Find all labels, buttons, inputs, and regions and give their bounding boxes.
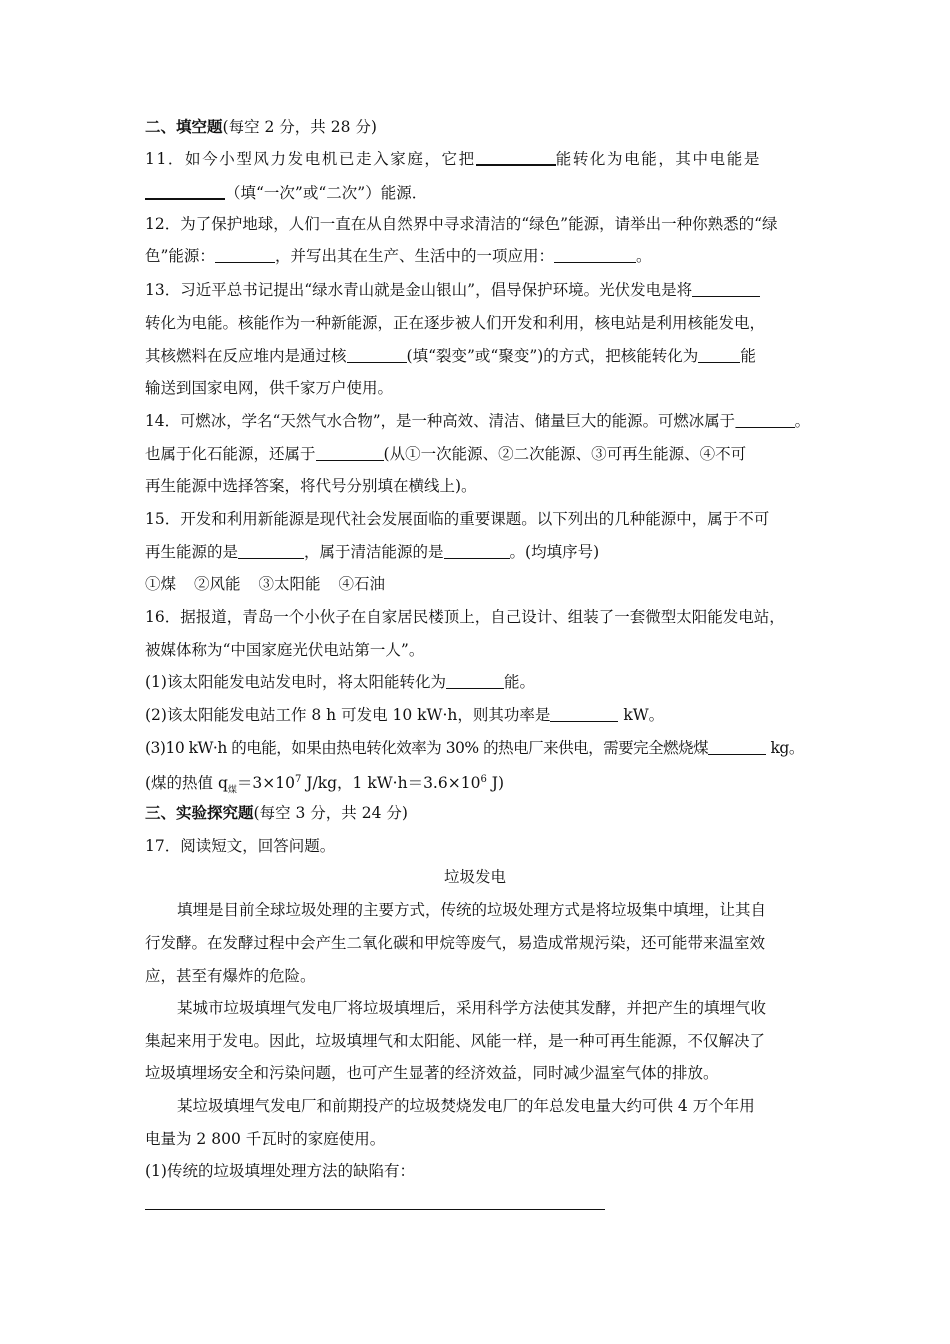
q16-text: 被媒体称为“中国家庭光伏电站第一人”。: [145, 641, 425, 659]
section-2-score: (每空 2 分，共 28 分): [222, 118, 377, 136]
q14-line-3: [145, 476, 477, 496]
q14-text: 也属于化石能源，还属于: [145, 445, 316, 463]
article-text: 填埋是目前全球垃圾处理的主要方式，传统的垃圾处理方式是将垃圾集中填埋，让其自: [177, 901, 767, 919]
q15-option: ④石油: [338, 575, 386, 593]
q15-text: ，属于清洁能源的是: [304, 543, 444, 561]
q17-text: 17．阅读短文，回答问题。: [145, 837, 336, 855]
article-p2-line-1: [177, 998, 766, 1018]
q16-text: (煤的热值 q: [145, 774, 228, 793]
q12-text: 12．为了保护地球，人们一直在从自然界中寻求清洁的“绿色”能源，请举出一种你熟悉的“绿: [145, 215, 778, 233]
q13-blank-2[interactable]: [347, 347, 407, 363]
q14-blank-1[interactable]: [735, 412, 795, 428]
article-p1-line-2: [145, 933, 765, 953]
article-text: 行发酵。在发酵过程中会产生二氧化碳和甲烷等废气，易造成常规污染，还可能带来温室效: [145, 934, 766, 952]
q16-exponent: 7: [295, 774, 302, 785]
article-p1-line-1: [177, 900, 766, 920]
q15-text: 。(均填序号): [509, 543, 600, 561]
q15-text: 再生能源的是: [145, 543, 239, 561]
q11-blank-2[interactable]: [145, 183, 225, 200]
q16-exponent: 6: [480, 774, 487, 785]
q16-text: (2)该太阳能发电站工作 8 h 可发电 10 kW·h，则其功率是: [145, 706, 551, 724]
article-p1-line-3: [145, 966, 316, 986]
q15-text: 15．开发和利用新能源是现代社会发展面临的重要课题。以下列出的几种能源中，属于不可: [145, 510, 770, 528]
q13-text: (填“裂变”或“聚变”)的方式，把核能转化为: [406, 347, 699, 365]
q13-text: 13．习近平总书记提出“绿水青山就是金山银山”，倡导保护环境。光伏发电是将: [145, 281, 693, 299]
q16-line-2: [145, 640, 424, 660]
article-p3-line-2: [145, 1129, 385, 1149]
q16-sub-3: [145, 738, 804, 758]
q14-text: 14．可燃冰，学名“天然气水合物”，是一种高效、清洁、储量巨大的能源。可燃冰属于: [145, 412, 736, 430]
q16-blank-3[interactable]: [708, 739, 766, 755]
q11-text: 能转化为电能，其中电能是: [555, 150, 761, 168]
q13-blank-1[interactable]: [692, 281, 760, 297]
q11-line-2: [145, 183, 427, 203]
q13-text: 其核燃料在反应堆内是通过核: [145, 347, 347, 365]
q12-blank-1[interactable]: [215, 247, 275, 263]
q12-blank-2[interactable]: [554, 247, 636, 263]
q14-blank-2[interactable]: [316, 445, 384, 461]
article-p3-line-1: [177, 1096, 755, 1116]
q16-blank-2[interactable]: [550, 706, 618, 722]
article-text: 垃圾填埋场安全和污染问题，也可产生显著的经济效益，同时减少温室气体的排放。: [145, 1064, 719, 1082]
q16-text: J): [486, 774, 505, 793]
q16-text: J/kg，1 kW·h＝3.6×10: [301, 774, 481, 793]
article-text: 电量为 2 800 千瓦时的家庭使用。: [145, 1130, 386, 1148]
q15-blank-1[interactable]: [238, 543, 304, 559]
q14-line-1: [145, 411, 810, 431]
q15-line-1: [145, 509, 769, 529]
q16-text: kW。: [618, 706, 665, 724]
q15-blank-2[interactable]: [444, 543, 510, 559]
q16-text: kg。: [766, 739, 804, 757]
q17-intro: [145, 836, 335, 856]
q16-text: (3)10 kW·h 的电能，如果由热电转化效率为 30% 的热电厂来供电，需要完全燃烧煤: [145, 739, 709, 757]
q17-sub-1: [145, 1161, 415, 1181]
q13-line-4: [145, 378, 393, 398]
q17-answer-line[interactable]: [145, 1209, 605, 1210]
q11-blank-1[interactable]: [476, 149, 556, 166]
q16-text: (1)该太阳能发电站发电时，将太阳能转化为: [145, 673, 446, 691]
q16-text: ＝3×10: [236, 774, 295, 793]
q13-text: 转化为电能。核能作为一种新能源，正在逐步被人们开发和利用，核电站是利用核能发电，: [145, 314, 766, 332]
q12-text: 。: [635, 247, 652, 265]
q13-text: 输送到国家电网，供千家万户使用。: [145, 379, 394, 397]
q14-line-2: [145, 444, 746, 464]
article-title: 垃圾发电: [443, 868, 506, 886]
q15-line-2: [145, 542, 599, 562]
section-3-heading: [145, 803, 408, 823]
q11-line-1: [145, 149, 761, 169]
q12-text: 色”能源：: [145, 247, 215, 265]
q16-text: 能。: [503, 673, 535, 691]
q14-text: 再生能源中选择答案，将代号分别填在横线上)。: [145, 477, 477, 495]
q14-text: 。: [794, 412, 811, 430]
q16-text: 16．据报道，青岛一个小伙子在自家居民楼顶上，自己设计、组装了一套微型太阳能发电站，: [145, 608, 785, 626]
q16-note: [145, 770, 505, 796]
q11-text: （填“一次”或“二次”）能源．: [225, 184, 428, 202]
article-text: 某城市垃圾填埋气发电厂将垃圾填埋后，采用科学方法使其发酵，并把产生的填埋气收: [177, 999, 767, 1017]
q17-text: (1)传统的垃圾填埋处理方法的缺陷有：: [145, 1162, 415, 1180]
article-text: 集起来用于发电。因此，垃圾填埋气和太阳能、风能一样，是一种可再生能源，不仅解决了: [145, 1032, 766, 1050]
article-text: 应，甚至有爆炸的危险。: [145, 967, 316, 985]
q16-sub-2: [145, 705, 664, 725]
article-p2-line-3: [145, 1063, 719, 1083]
article-p2-line-2: [145, 1031, 765, 1051]
q13-text: 能: [740, 347, 756, 365]
section-3-title: 三、实验探究题: [145, 803, 254, 822]
q13-line-3: [145, 346, 756, 366]
q15-option: ②风能: [194, 575, 241, 593]
q13-line-2: [145, 313, 765, 333]
q12-text: ，并写出其在生产、生活中的一项应用：: [274, 247, 554, 265]
q15-options: [145, 574, 385, 594]
section-2-title: 二、填空题: [145, 117, 223, 136]
q16-blank-1[interactable]: [446, 673, 504, 689]
section-3-score: (每空 3 分，共 24 分): [253, 804, 408, 822]
q16-sub-1: [145, 672, 535, 692]
section-2-heading: [145, 117, 377, 137]
q16-line-1: [145, 607, 785, 627]
q12-line-1: [145, 214, 778, 234]
q15-option: ①煤: [145, 575, 177, 593]
q16-subscript: 煤: [227, 785, 237, 796]
q12-line-2: [145, 246, 651, 266]
q15-option: ③太阳能: [258, 575, 321, 593]
q11-text: 11．如今小型风力发电机已走入家庭，它把: [145, 150, 476, 168]
q13-line-1: [145, 280, 760, 300]
q13-blank-3[interactable]: [698, 347, 740, 363]
article-text: 某垃圾填埋气发电厂和前期投产的垃圾焚烧发电厂的年总发电量大约可供 4 万个年用: [177, 1097, 755, 1115]
q14-text: (从①一次能源、②二次能源、③可再生能源、④不可: [383, 445, 747, 463]
